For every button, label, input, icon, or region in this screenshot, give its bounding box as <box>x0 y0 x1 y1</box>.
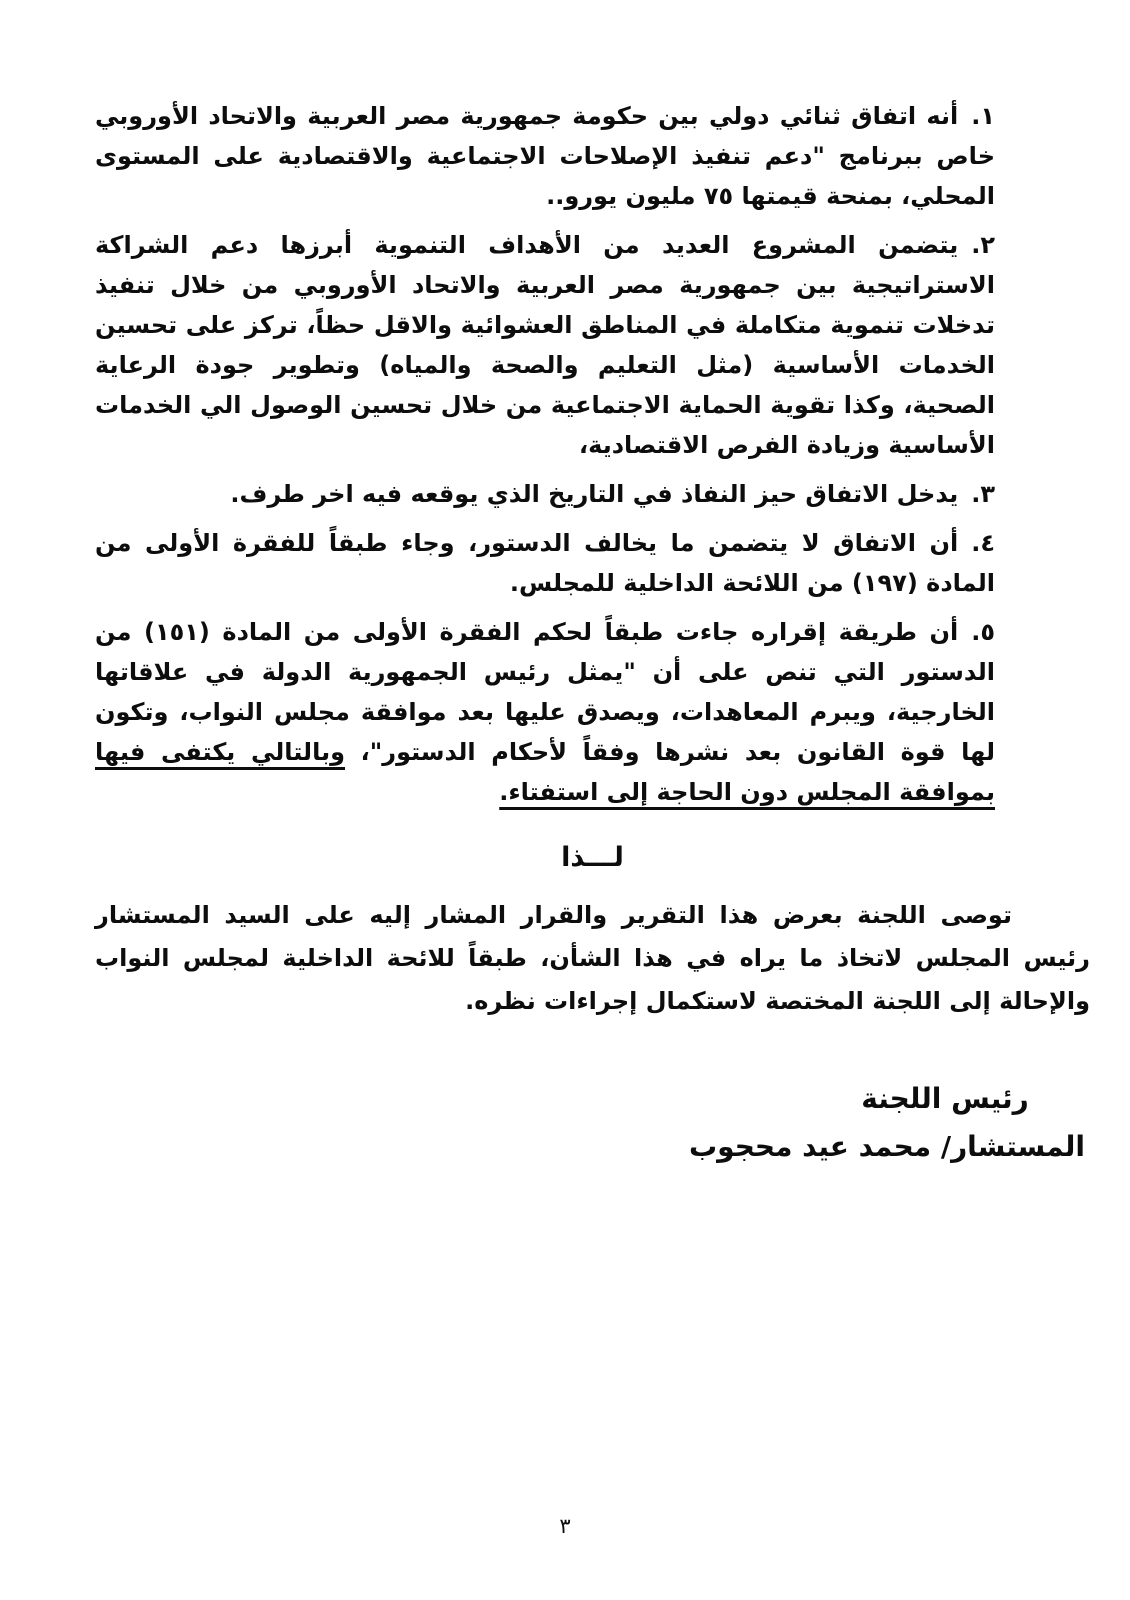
findings-list <box>95 96 995 812</box>
list-item-3 <box>95 474 995 514</box>
signature-block <box>689 1079 1085 1167</box>
conclusion-heading: لـــذا <box>561 842 624 873</box>
item-4-number: ٤. <box>971 529 995 557</box>
item-2-number: ٢. <box>971 231 995 259</box>
recommendation-paragraph: توصى اللجنة بعرض هذا التقرير والقرار المشار إليه على السيد المستشار رئيس المجلس لاتخاذ ما يراه في هذا الشأن، طبقاً للائحة الداخلية لمجلس النواب والإحالة إلى اللجنة المختصة لاستكمال إجراءات نظره. <box>95 901 1090 1015</box>
page-number: ٣ <box>559 1514 571 1538</box>
item-2-text: يتضمن المشروع العديد من الأهداف التنموية أبرزها دعم الشراكة الاستراتيجية بين جمهورية مصر العربية والاتحاد الأوروبي من خلال تنفيذ تدخلات تنموية متكاملة في المناطق العشوائية والاقل حظاً، تركز على تحسين الخدمات الأساسية (مثل التعليم والصحة والمياه) وتطوير جودة الرعاية الصحية، وكذا تقوية الحماية الاجتماعية من خلال تحسين الوصول الي الخدمات الأساسية وزيادة الفرص الاقتصادية، <box>95 231 995 459</box>
item-1-number: ١. <box>971 102 995 130</box>
item-3-text: يدخل الاتفاق حيز النفاذ في التاريخ الذي يوقعه فيه اخر طرف. <box>230 480 959 508</box>
report-body <box>95 96 1090 1167</box>
list-item-2 <box>95 225 995 465</box>
item-1-text: أنه اتفاق ثنائي دولي بين حكومة جمهورية مصر العربية والاتحاد الأوروبي خاص ببرنامج "دعم تنفيذ الإصلاحات الاجتماعية والاقتصادية على المستوى المحلي، بمنحة قيمتها ٧٥ مليون يورو.. <box>95 102 995 210</box>
list-item-5 <box>95 612 995 812</box>
item-5-text: أن طريقة إقراره جاءت طبقاً لحكم الفقرة الأولى من المادة (١٥١) من الدستور التي تنص على أن "يمثل رئيس الجمهورية الدولة في علاقاتها الخارجية، ويبرم المعاهدات، ويصدق عليها بعد موافقة مجلس النواب، وتكون لها قوة القانون بعد نشرها وفقاً لأحكام الدستور"، <box>95 618 996 766</box>
item-5-underlined-text: وبالتالي يكتفى فيها بموافقة المجلس دون الحاجة إلى استفتاء. <box>95 738 995 806</box>
item-3-number: ٣. <box>971 480 995 508</box>
list-item-4 <box>95 523 995 603</box>
signature-title: رئيس اللجنة <box>861 1082 1029 1115</box>
list-item-1 <box>95 96 995 216</box>
item-5-number: ٥. <box>971 618 995 646</box>
item-4-text: أن الاتفاق لا يتضمن ما يخالف الدستور، وجاء طبقاً للفقرة الأولى من المادة (١٩٧) من اللائحة الداخلية للمجلس. <box>95 529 995 597</box>
signature-name: المستشار/ محمد عيد محجوب <box>689 1130 1085 1163</box>
